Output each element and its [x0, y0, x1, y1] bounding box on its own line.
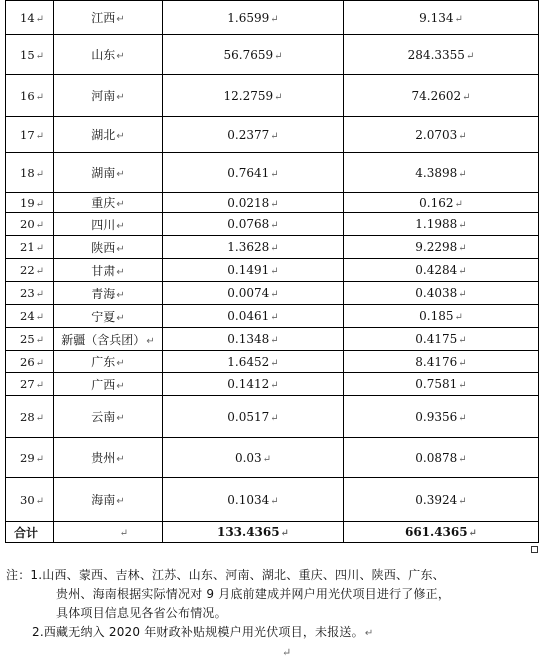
value-a-cell: 0.2377↵: [163, 117, 344, 153]
value-a-cell: 12.2759↵: [163, 75, 344, 117]
value-a-cell: 0.0074↵: [163, 282, 344, 305]
value-b-cell: 1.1988↵: [344, 213, 539, 236]
row-index-cell: 17↵: [6, 117, 54, 153]
paragraph-mark: ↵: [116, 380, 125, 392]
value-a-cell: 0.1491↵: [163, 259, 344, 282]
province-cell: 海南↵: [54, 478, 163, 522]
row-index-cell: 27↵: [6, 373, 54, 396]
paragraph-mark: ↵: [35, 357, 45, 369]
paragraph-mark: ↵: [35, 50, 45, 62]
paragraph-mark: ↵: [274, 91, 283, 103]
paragraph-mark: ↵: [116, 243, 125, 255]
table-row: [6, 396, 539, 438]
note-line-4: 2.西藏无纳入 2020 年财政补贴规模户用光伏项目，未报送。↵: [32, 625, 374, 639]
paragraph-mark: ↵: [35, 91, 45, 103]
paragraph-mark: ↵: [458, 412, 467, 424]
province-cell: 青海↵: [54, 282, 163, 305]
paragraph-mark: ↵: [270, 266, 279, 277]
paragraph-mark: ↵: [270, 312, 279, 323]
value-a-cell: 1.6452↵: [163, 351, 344, 373]
paragraph-mark: ↵: [35, 335, 45, 346]
paragraph-mark: ↵: [270, 13, 279, 25]
paragraph-mark: ↵: [458, 495, 467, 507]
paragraph-mark: ↵: [35, 495, 45, 507]
paragraph-mark: ↵: [458, 289, 467, 300]
paragraph-mark: ↵: [116, 131, 125, 142]
province-cell: 湖北↵: [54, 117, 163, 153]
paragraph-mark: ↵: [462, 91, 471, 103]
paragraph-mark: ↵: [35, 220, 45, 231]
paragraph-mark: ↵: [35, 13, 45, 25]
paragraph-mark: ↵: [458, 266, 467, 277]
paragraph-mark: ↵: [35, 168, 45, 180]
province-cell: 陕西↵: [54, 236, 163, 259]
row-index-cell: 15↵: [6, 35, 54, 75]
table-row: [6, 236, 539, 259]
value-a-cell: 0.1348↵: [163, 328, 344, 351]
paragraph-mark: ↵: [116, 312, 125, 324]
total-value-b: 661.4365↵: [344, 522, 539, 543]
province-cell: 重庆↵: [54, 193, 163, 213]
value-a-cell: 0.7641↵: [163, 153, 344, 193]
paragraph-mark: ↵: [35, 130, 45, 142]
value-b-cell: 284.3355↵: [344, 35, 539, 75]
row-index-cell: 26↵: [6, 351, 54, 373]
notes-block: [6, 566, 536, 643]
row-index-cell: 29↵: [6, 438, 54, 478]
paragraph-mark: ↵: [116, 220, 125, 232]
paragraph-mark: ↵: [454, 198, 463, 210]
paragraph-mark: ↵: [116, 358, 125, 369]
table-row: [6, 282, 539, 305]
province-cell: 广东↵: [54, 351, 163, 373]
paragraph-mark: ↵: [270, 289, 279, 300]
paragraph-mark: ↵: [116, 454, 125, 465]
row-index-cell: 16↵: [6, 75, 54, 117]
paragraph-mark: ↵: [116, 496, 125, 507]
province-cell: 广西↵: [54, 373, 163, 396]
row-index-cell: 23↵: [6, 282, 54, 305]
paragraph-mark: ↵: [458, 357, 467, 369]
paragraph-mark: ↵: [270, 495, 279, 507]
row-index-cell: 22↵: [6, 259, 54, 282]
table-row: [6, 373, 539, 396]
value-b-cell: 0.185↵: [344, 305, 539, 328]
note-line-1: 注：1.山西、蒙西、吉林、江苏、山东、河南、湖北、重庆、四川、陕西、广东、: [6, 568, 445, 582]
paragraph-mark: ↵: [274, 50, 283, 62]
row-index-cell: 21↵: [6, 236, 54, 259]
value-a-cell: 0.0768↵: [163, 213, 344, 236]
paragraph-mark: ↵: [465, 50, 475, 62]
paragraph-mark: ↵: [35, 289, 45, 300]
paragraph-mark: ↵: [458, 220, 467, 231]
row-index-cell: 25↵: [6, 328, 54, 351]
paragraph-mark: ↵: [262, 453, 272, 465]
table-corner-handle[interactable]: [531, 546, 538, 553]
value-a-cell: 0.0218↵: [163, 193, 344, 213]
paragraph-mark: ↵: [270, 412, 279, 424]
paragraph-mark: ↵: [116, 51, 125, 62]
total-empty-cell: ↵: [54, 522, 163, 543]
value-b-cell: 0.4284↵: [344, 259, 539, 282]
paragraph-mark: ↵: [35, 312, 45, 323]
row-index-cell: 24↵: [6, 305, 54, 328]
paragraph-mark: ↵: [458, 453, 467, 465]
value-a-cell: 56.7659↵: [163, 35, 344, 75]
paragraph-mark: ↵: [116, 92, 125, 103]
paragraph-mark: ↵: [116, 14, 125, 25]
subsidy-table: [5, 0, 539, 543]
table-row: [6, 1, 539, 35]
table-row: [6, 259, 539, 282]
paragraph-mark: ↵: [454, 13, 463, 25]
value-b-cell: 74.2602↵: [344, 75, 539, 117]
province-cell: 江西↵: [54, 1, 163, 35]
value-b-cell: 0.162↵: [344, 193, 539, 213]
table-row: [6, 478, 539, 522]
province-cell: 湖南↵: [54, 153, 163, 193]
paragraph-mark: ↵: [458, 243, 467, 254]
paragraph-mark: ↵: [270, 198, 279, 210]
province-cell: 四川↵: [54, 213, 163, 236]
table-row: [6, 35, 539, 75]
total-label: 合计: [6, 522, 54, 543]
province-cell: 宁夏↵: [54, 305, 163, 328]
paragraph-mark: ↵: [35, 453, 45, 465]
province-cell: 甘肃↵: [54, 259, 163, 282]
value-b-cell: 2.0703↵: [344, 117, 539, 153]
table-row: [6, 117, 539, 153]
paragraph-mark: ↵: [35, 198, 45, 210]
province-cell: 新疆（含兵团）↵: [54, 328, 163, 351]
value-b-cell: 9.134↵: [344, 1, 539, 35]
paragraph-mark: ↵: [270, 243, 279, 254]
province-cell: 河南↵: [54, 75, 163, 117]
value-a-cell: 0.0517↵: [163, 396, 344, 438]
paragraph-mark: ↵: [458, 380, 467, 391]
paragraph-mark: ↵: [458, 168, 467, 180]
paragraph-mark: ↵: [454, 312, 463, 323]
paragraph-mark: ↵: [146, 335, 155, 347]
province-cell: 贵州↵: [54, 438, 163, 478]
paragraph-mark: ↵: [458, 130, 467, 142]
paragraph-mark: ↵: [270, 168, 279, 180]
paragraph-mark: ↵: [116, 199, 125, 210]
row-index-cell: 18↵: [6, 153, 54, 193]
table-row: [6, 75, 539, 117]
value-b-cell: 0.4175↵: [344, 328, 539, 351]
note-line-2: 贵州、海南根据实际情况对 9 月底前建成并网户用光伏项目进行了修正，: [56, 587, 451, 601]
paragraph-mark: ↵: [116, 413, 125, 424]
value-a-cell: 0.1412↵: [163, 373, 344, 396]
paragraph-mark: ↵: [35, 380, 45, 391]
total-row: [6, 522, 539, 543]
value-b-cell: 9.2298↵: [344, 236, 539, 259]
table-row: [6, 328, 539, 351]
value-a-cell: 1.3628↵: [163, 236, 344, 259]
total-value-a: 133.4365↵: [163, 522, 344, 543]
province-cell: 山东↵: [54, 35, 163, 75]
paragraph-mark: ↵: [270, 357, 279, 369]
row-index-cell: 19↵: [6, 193, 54, 213]
paragraph-mark: ↵: [35, 266, 45, 277]
paragraph-mark: ↵: [35, 243, 45, 254]
value-b-cell: 4.3898↵: [344, 153, 539, 193]
paragraph-mark: ↵: [458, 335, 467, 346]
table-row: [6, 213, 539, 236]
value-a-cell: 0.03↵: [163, 438, 344, 478]
table-row: [6, 351, 539, 373]
province-cell: 云南↵: [54, 396, 163, 438]
paragraph-mark: ↵: [270, 335, 279, 346]
value-b-cell: 0.0878↵: [344, 438, 539, 478]
paragraph-mark: ↵: [116, 169, 125, 180]
paragraph-mark: ↵: [35, 412, 45, 424]
paragraph-mark: ↵: [270, 130, 279, 142]
value-b-cell: 0.4038↵: [344, 282, 539, 305]
value-b-cell: 0.9356↵: [344, 396, 539, 438]
value-b-cell: 8.4176↵: [344, 351, 539, 373]
end-paragraph-mark: ↵: [282, 646, 292, 659]
note-line-3: 具体项目信息见各省公布情况。: [56, 606, 227, 620]
table-row: [6, 193, 539, 213]
row-index-cell: 28↵: [6, 396, 54, 438]
table-row: [6, 305, 539, 328]
paragraph-mark: ↵: [270, 220, 279, 231]
table-row: [6, 153, 539, 193]
row-index-cell: 30↵: [6, 478, 54, 522]
value-a-cell: 0.0461↵: [163, 305, 344, 328]
row-index-cell: 20↵: [6, 213, 54, 236]
value-a-cell: 0.1034↵: [163, 478, 344, 522]
paragraph-mark: ↵: [116, 289, 125, 301]
paragraph-mark: ↵: [270, 380, 279, 391]
table-row: [6, 438, 539, 478]
value-b-cell: 0.7581↵: [344, 373, 539, 396]
paragraph-mark: ↵: [116, 266, 125, 278]
value-b-cell: 0.3924↵: [344, 478, 539, 522]
value-a-cell: 1.6599↵: [163, 1, 344, 35]
row-index-cell: 14↵: [6, 1, 54, 35]
